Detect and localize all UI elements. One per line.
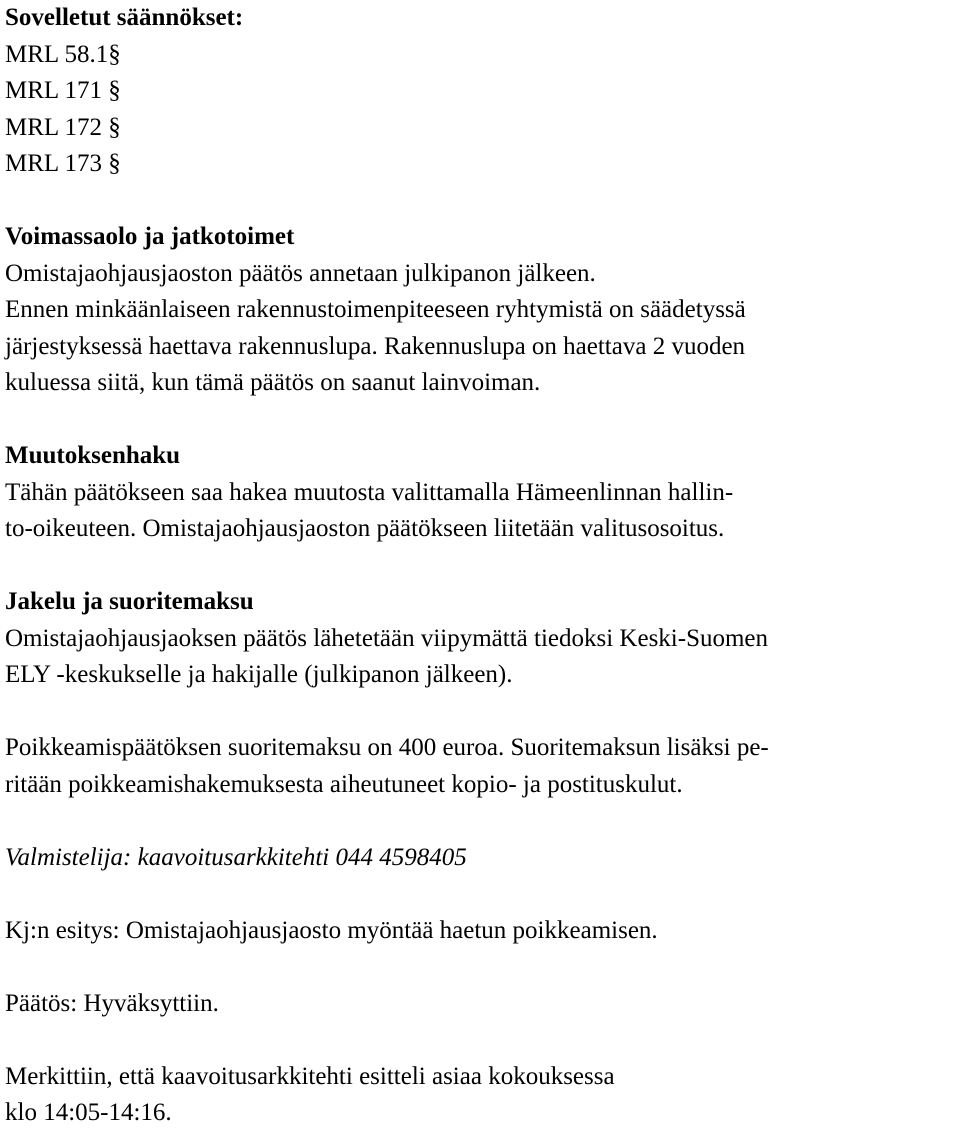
section-heading: Sovelletut säännökset:	[5, 4, 244, 31]
section-merkittiin	[5, 1059, 955, 1132]
spacer	[5, 694, 955, 731]
spacer	[5, 183, 955, 220]
valmistelija-line: Valmistelija: kaavoitusarkkitehti 044 4598405	[5, 843, 467, 871]
paragraph-line: ELY -keskukselle ja hakijalle (julkipanon jälkeen).	[5, 661, 513, 688]
paragraph-line: järjestyksessä haettava rakennuslupa. Rakennuslupa on haettava 2 vuoden	[5, 332, 746, 360]
spacer	[5, 876, 955, 913]
regulation-item: MRL 58.1§	[5, 40, 121, 68]
paragraph-line: kuluessa siitä, kun tämä päätös on saanut lainvoiman.	[5, 369, 541, 396]
regulation-item: MRL 173 §	[5, 150, 121, 177]
paragraph-line: Poikkeamispäätöksen suoritemaksu on 400 euroa. Suoritemaksun lisäksi pe-	[5, 734, 769, 761]
spacer	[5, 402, 955, 439]
section-suoritemaksu	[5, 730, 955, 803]
paragraph-line: Omistajaohjausjaoksen päätös lähetetään viipymättä tiedoksi Keski-Suomen	[5, 624, 769, 652]
paragraph-line: to-oikeuteen. Omistajaohjausjaoston päätökseen liitetään valitusosoitus.	[5, 515, 725, 542]
regulation-item: MRL 172 §	[5, 113, 121, 141]
spacer	[5, 1022, 955, 1059]
paragraph-line: ritään poikkeamishakemuksesta aiheutuneet kopio- ja postituskulut.	[5, 770, 683, 798]
paragraph-line: Tähän päätökseen saa hakea muutosta valittamalla Hämeenlinnan hallin-	[5, 478, 734, 506]
spacer	[5, 803, 955, 840]
section-muutoksenhaku	[5, 438, 955, 548]
paragraph-line: klo 14:05-14:16.	[5, 1099, 172, 1126]
paragraph-line: Merkittiin, että kaavoitusarkkitehti esitteli asiaa kokouksessa	[5, 1062, 615, 1090]
section-heading: Jakelu ja suoritemaksu	[5, 588, 254, 615]
section-sovelletut	[5, 0, 955, 183]
paragraph-line: Omistajaohjausjaoston päätös annetaan julkipanon jälkeen.	[5, 259, 596, 287]
paatos-line: Päätös: Hyväksyttiin.	[5, 989, 219, 1017]
document-page	[5, 0, 955, 1132]
section-jakelu	[5, 584, 955, 694]
section-heading: Muutoksenhaku	[5, 442, 181, 469]
esitys-line: Kj:n esitys: Omistajaohjausjaosto myöntää haetun poikkeamisen.	[5, 916, 658, 944]
regulation-item: MRL 171 §	[5, 77, 121, 104]
section-heading: Voimassaolo ja jatkotoimet	[5, 223, 295, 250]
spacer	[5, 949, 955, 986]
paragraph-line: Ennen minkäänlaiseen rakennustoimenpiteeseen ryhtymistä on säädetyssä	[5, 296, 746, 323]
spacer	[5, 548, 955, 585]
section-voimassaolo	[5, 219, 955, 402]
